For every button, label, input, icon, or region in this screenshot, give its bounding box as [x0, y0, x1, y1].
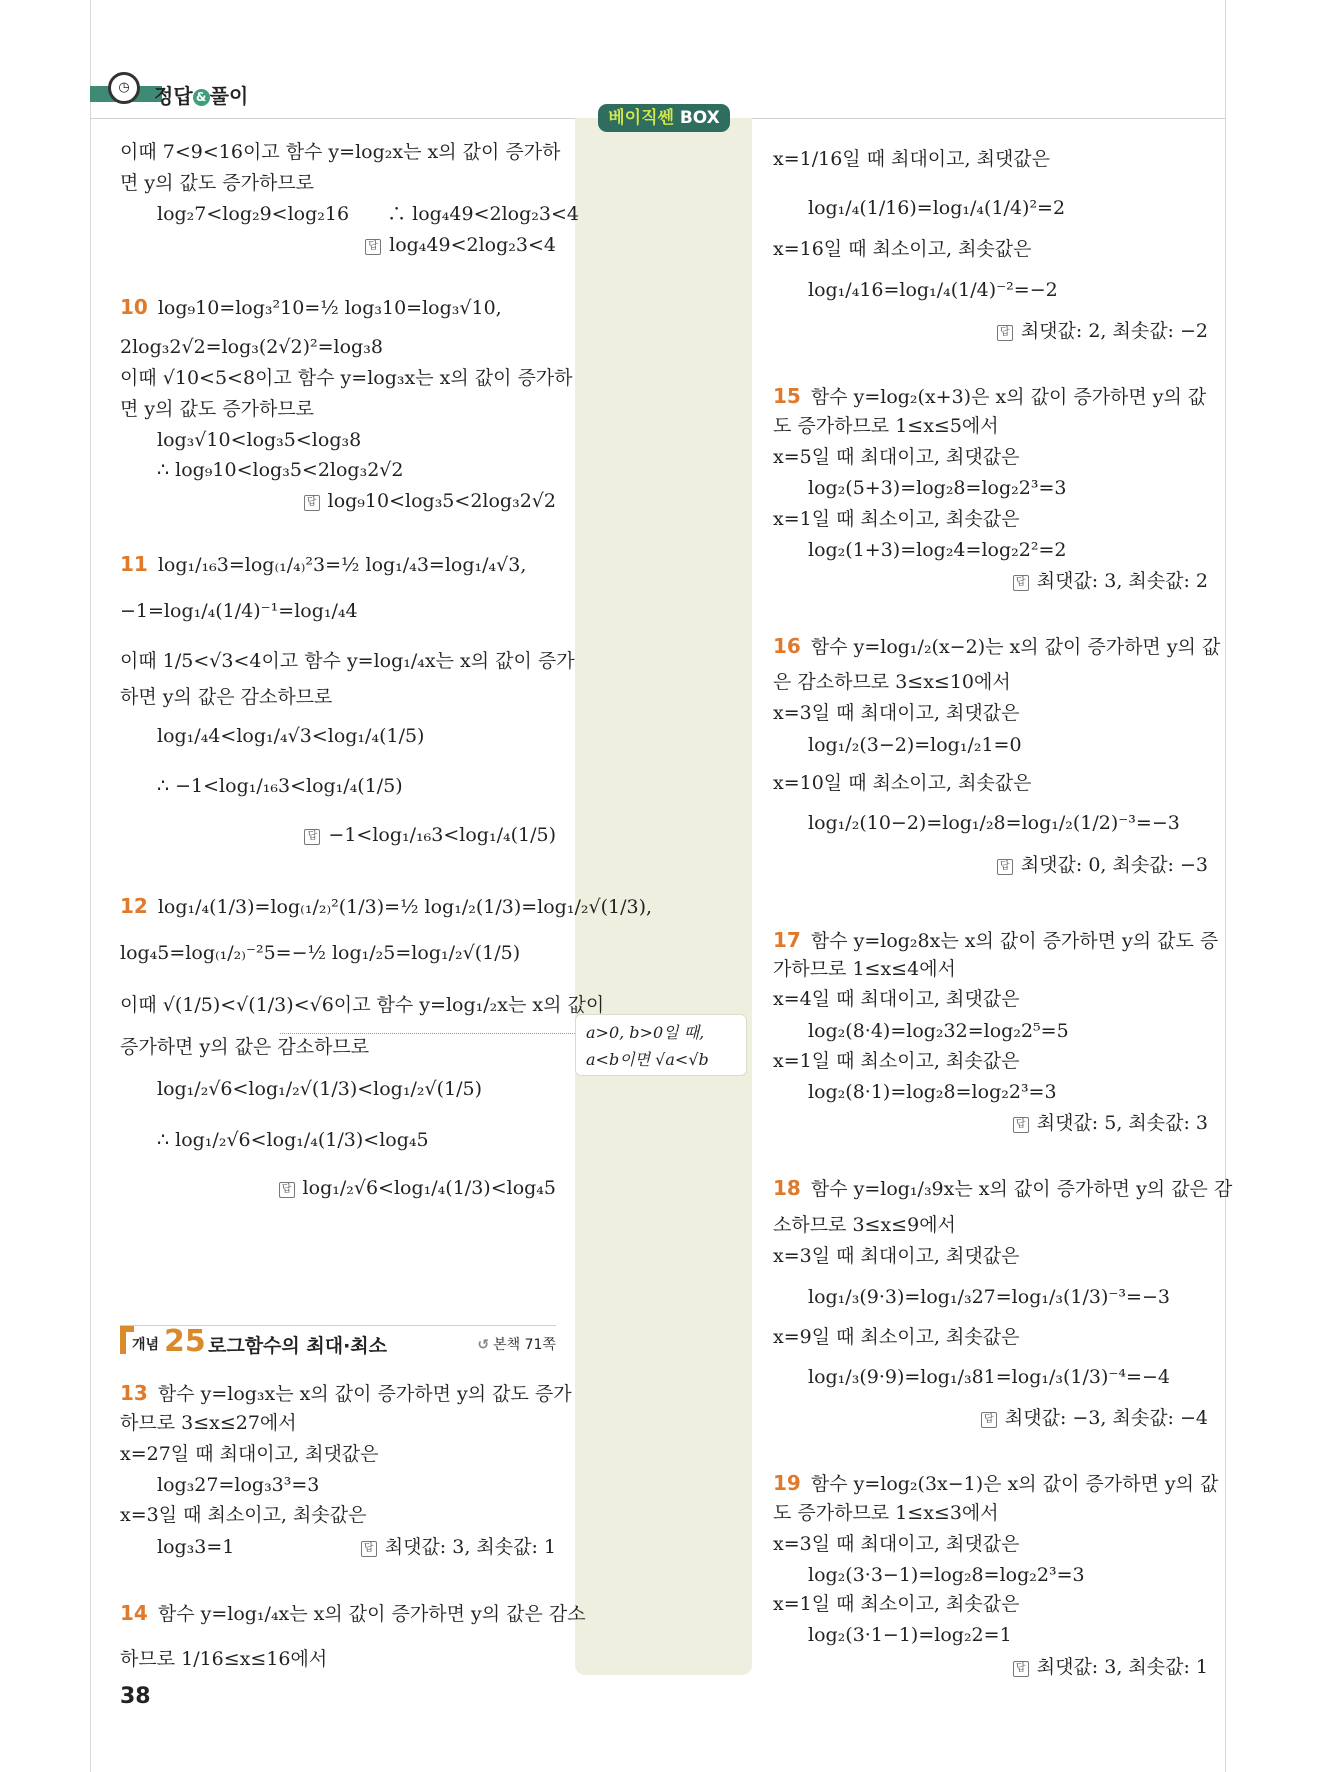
tip-line-1: a>0, b>0일 때,	[586, 1023, 705, 1042]
dotted-connector	[280, 1033, 575, 1034]
line-text: x=3일 때 최대이고, 최댓값은	[773, 1245, 1020, 1267]
solution-line	[773, 957, 956, 981]
reference-text: 본책 71쪽	[493, 1337, 556, 1353]
problem-line	[120, 552, 526, 577]
solution-line	[773, 1213, 956, 1237]
answer-icon: 답	[304, 495, 320, 511]
page-border-left	[90, 0, 91, 1772]
line-text: log₄5=log₍₁/₂₎⁻²5=−½ log₁/₂5=log₁/₂√(1/5)	[120, 942, 521, 964]
solution-line	[773, 1244, 1019, 1268]
solution-line	[120, 335, 383, 359]
header-title-b: 풀이	[209, 84, 249, 108]
problem-number: 18	[773, 1176, 801, 1200]
box-label-a: 베이직쎈	[608, 108, 674, 128]
problem-number: 14	[120, 1601, 148, 1625]
line-text: 면 y의 값도 증가하므로	[120, 398, 315, 420]
answer-line	[981, 1406, 1208, 1430]
line-text: log₁/₄(1/16)=log₁/₄(1/4)²=2	[808, 197, 1066, 219]
answer-icon: 답	[997, 859, 1013, 875]
line-text: 함수 y=log₃x는 x의 값이 증가하면 y의 값도 증가	[157, 1383, 572, 1405]
line-text: log₄49<2log₂3<4	[389, 234, 556, 256]
solution-line	[773, 670, 1011, 694]
line-text: 이때 √10<5<8이고 함수 y=log₃x는 x의 값이 증가하	[120, 367, 573, 389]
answer-line	[304, 823, 556, 847]
line-text: 하면 y의 값은 감소하므로	[120, 686, 333, 708]
line-text: log₂7<log₂9<log₂16 ∴ log₄49<2log₂3<4	[157, 203, 579, 225]
solution-line	[808, 1365, 1170, 1389]
line-text: 이때 1/5<√3<4이고 함수 y=log₁/₄x는 x의 값이 증가	[120, 650, 575, 672]
problem-number: 12	[120, 894, 148, 918]
solution-line	[808, 1019, 1069, 1043]
problem-line	[120, 894, 652, 919]
line-text: 이때 7<9<16이고 함수 y=log₂x는 x의 값이 증가하	[120, 141, 561, 163]
solution-line	[773, 507, 1019, 531]
line-text: 가하므로 1≤x≤4에서	[773, 958, 956, 980]
solution-line	[120, 993, 604, 1017]
section-number: 25	[164, 1324, 206, 1359]
problem-line	[773, 1471, 1218, 1496]
answer-line	[361, 1535, 556, 1559]
line-text: x=3일 때 최대이고, 최댓값은	[773, 702, 1020, 724]
problem-number: 16	[773, 634, 801, 658]
problem-number: 13	[120, 1381, 148, 1405]
solution-line	[773, 1532, 1019, 1556]
answer-icon: 답	[981, 1412, 997, 1428]
line-text: log₂(8·4)=log₂32=log₂2⁵=5	[808, 1020, 1069, 1042]
section-title: 로그함수의 최대·최소	[208, 1335, 388, 1357]
answer-line	[279, 1176, 556, 1200]
answer-icon: 답	[1013, 575, 1029, 591]
line-text: 함수 y=log₁/₄x는 x의 값이 증가하면 y의 값은 감소	[157, 1603, 586, 1625]
line-text: 최댓값: 3, 최솟값: 2	[1036, 570, 1208, 592]
solution-line	[808, 811, 1180, 835]
line-text: 2log₃2√2=log₃(2√2)²=log₃8	[120, 336, 383, 358]
line-text: x=9일 때 최소이고, 최솟값은	[773, 1326, 1020, 1348]
header-title-a: 정답	[154, 84, 193, 108]
box-label	[598, 104, 730, 132]
line-text: 최댓값: 5, 최솟값: 3	[1036, 1112, 1208, 1134]
page-number: 38	[120, 1684, 151, 1709]
problem-number: 17	[773, 928, 801, 952]
line-text: 도 증가하므로 1≤x≤3에서	[773, 1502, 999, 1524]
line-text: log₃27=log₃3³=3	[157, 1474, 320, 1496]
line-text: 최댓값: 3, 최솟값: 1	[384, 1536, 556, 1558]
line-text: log₃√10<log₃5<log₃8	[157, 429, 362, 451]
line-text: x=5일 때 최대이고, 최댓값은	[773, 446, 1020, 468]
line-text: log₁/₃(9·3)=log₁/₃27=log₁/₃(1/3)⁻³=−3	[808, 1286, 1170, 1308]
line-text: log₁/₂(10−2)=log₁/₂8=log₁/₂(1/2)⁻³=−3	[808, 812, 1180, 834]
line-text: log₁/₃(9·9)=log₁/₃81=log₁/₃(1/3)⁻⁴=−4	[808, 1366, 1170, 1388]
solution-line	[773, 1592, 1019, 1616]
solution-line	[120, 140, 560, 164]
problem-number: 19	[773, 1471, 801, 1495]
answer-icon: 답	[1013, 1661, 1029, 1677]
solution-line	[808, 1563, 1085, 1587]
answer-icon: 답	[365, 239, 381, 255]
line-text: x=1일 때 최소이고, 최솟값은	[773, 1593, 1020, 1615]
line-text: 함수 y=log₁/₂(x−2)는 x의 값이 증가하면 y의 값	[810, 636, 1221, 658]
solution-line	[157, 724, 424, 748]
solution-line	[157, 774, 403, 798]
answer-line	[1013, 569, 1208, 593]
solution-line	[120, 1035, 369, 1059]
line-text: 소하므로 3≤x≤9에서	[773, 1214, 956, 1236]
section-kind: 개념	[132, 1337, 160, 1353]
line-text: log₁/₄(1/3)=log₍₁/₂₎²(1/3)=½ log₁/₂(1/3)=log₁/₂√(1/3),	[157, 896, 653, 918]
line-text: 하므로 1/16≤x≤16에서	[120, 1648, 328, 1670]
answer-line	[1013, 1655, 1208, 1679]
solution-line	[773, 147, 1050, 171]
line-text: 증가하면 y의 값은 감소하므로	[120, 1036, 370, 1058]
tip-box	[575, 1014, 747, 1076]
reference-arrow-icon: ↺	[477, 1337, 490, 1353]
section-marker-top	[120, 1326, 134, 1332]
section-header	[120, 1324, 556, 1359]
line-text: log₁/₂√6<log₁/₄(1/3)<log₄5	[302, 1177, 556, 1199]
line-text: x=4일 때 최대이고, 최댓값은	[773, 988, 1020, 1010]
solution-line	[773, 445, 1019, 469]
solution-line	[773, 771, 1032, 795]
solution-line	[120, 397, 314, 421]
line-text: ∴ −1<log₁/₁₆3<log₁/₄(1/5)	[157, 775, 403, 797]
solution-line	[120, 1442, 379, 1466]
solution-line	[808, 476, 1066, 500]
line-text: 최댓값: 3, 최솟값: 1	[1036, 1656, 1208, 1678]
solution-line	[773, 1501, 999, 1525]
solution-line	[157, 1077, 482, 1101]
line-text: log₁/₄4<log₁/₄√3<log₁/₄(1/5)	[157, 725, 425, 747]
line-text: 면 y의 값도 증가하므로	[120, 172, 315, 194]
solution-line	[120, 171, 314, 195]
line-text: −1<log₁/₁₆3<log₁/₄(1/5)	[328, 824, 556, 846]
line-text: x=16일 때 최소이고, 최솟값은	[773, 238, 1032, 260]
solution-line	[773, 1049, 1019, 1073]
problem-line	[120, 295, 502, 320]
solution-line	[157, 458, 404, 482]
problem-line	[773, 384, 1206, 409]
problem-number: 15	[773, 384, 801, 408]
line-text: log₉10=log₃²10=½ log₃10=log₃√10,	[157, 297, 502, 319]
solution-line	[808, 538, 1066, 562]
solution-line	[773, 1325, 1019, 1349]
line-text: log₉10<log₃5<2log₃2√2	[327, 490, 556, 512]
line-text: x=3일 때 최소이고, 최솟값은	[120, 1504, 367, 1526]
line-text: log₁/₁₆3=log₍₁/₄₎²3=½ log₁/₄3=log₁/₄√3,	[157, 554, 527, 576]
line-text: 함수 y=log₂8x는 x의 값이 증가하면 y의 값도 증	[810, 930, 1219, 952]
solution-line	[120, 649, 575, 673]
line-text: log₁/₄16=log₁/₄(1/4)⁻²=−2	[808, 279, 1058, 301]
line-text: log₃3=1	[157, 1536, 235, 1558]
line-text: 함수 y=log₂(x+3)은 x의 값이 증가하면 y의 값	[810, 386, 1207, 408]
solution-line	[808, 1080, 1057, 1104]
line-text: x=10일 때 최소이고, 최솟값은	[773, 772, 1032, 794]
answer-icon: 답	[279, 1182, 295, 1198]
solution-line	[120, 1647, 327, 1671]
solution-line	[120, 685, 332, 709]
solution-line	[808, 733, 1022, 757]
answer-line	[997, 853, 1208, 877]
solution-line	[808, 1623, 1012, 1647]
solution-line	[120, 1411, 297, 1435]
line-text: log₁/₂√6<log₁/₂√(1/3)<log₁/₂√(1/5)	[157, 1078, 482, 1100]
solution-line	[773, 987, 1019, 1011]
line-text: 은 감소하므로 3≤x≤10에서	[773, 671, 1011, 693]
line-text: x=1일 때 최소이고, 최솟값은	[773, 508, 1020, 530]
problem-number: 10	[120, 295, 148, 319]
line-text: x=27일 때 최대이고, 최댓값은	[120, 1443, 379, 1465]
problem-line	[773, 928, 1218, 953]
solution-line	[773, 237, 1032, 261]
solution-line	[773, 701, 1019, 725]
line-text: 함수 y=log₂(3x−1)은 x의 값이 증가하면 y의 값	[810, 1473, 1219, 1495]
line-text: log₂(8·1)=log₂8=log₂2³=3	[808, 1081, 1057, 1103]
solution-line	[157, 1473, 319, 1497]
answer-icon: 답	[1013, 1117, 1029, 1133]
line-text: x=1/16일 때 최대이고, 최댓값은	[773, 148, 1051, 170]
header-title	[154, 80, 248, 109]
answer-line	[304, 489, 556, 513]
line-text: log₂(5+3)=log₂8=log₂2³=3	[808, 477, 1067, 499]
page-border-right	[1225, 0, 1226, 1772]
answer-line	[1013, 1111, 1208, 1135]
solution-line	[808, 1285, 1170, 1309]
line-text: log₂(3·1−1)=log₂2=1	[808, 1624, 1012, 1646]
answer-line	[365, 233, 556, 257]
solution-line	[157, 1128, 429, 1152]
line-text: 최댓값: 2, 최솟값: −2	[1020, 320, 1208, 342]
problem-line	[773, 634, 1220, 659]
solution-line	[157, 202, 579, 226]
line-text: 최댓값: 0, 최솟값: −3	[1020, 854, 1208, 876]
line-text: x=3일 때 최대이고, 최댓값은	[773, 1533, 1020, 1555]
line-text: log₁/₂(3−2)=log₁/₂1=0	[808, 734, 1022, 756]
solution-line	[120, 366, 573, 390]
line-text: log₂(1+3)=log₂4=log₂2²=2	[808, 539, 1067, 561]
answer-icon: 답	[361, 1541, 377, 1557]
line-text: −1=log₁/₄(1/4)⁻¹=log₁/₄4	[120, 600, 358, 622]
box-label-b: BOX	[679, 108, 720, 128]
line-text: 함수 y=log₁/₃9x는 x의 값이 증가하면 y의 값은 감	[810, 1178, 1233, 1200]
line-text: log₂(3·3−1)=log₂8=log₂2³=3	[808, 1564, 1085, 1586]
answer-icon: 답	[997, 325, 1013, 341]
solution-line	[157, 1535, 234, 1559]
problem-line	[120, 1601, 586, 1626]
section-reference	[477, 1334, 556, 1354]
solution-line	[808, 196, 1065, 220]
line-text: ∴ log₁/₂√6<log₁/₄(1/3)<log₄5	[157, 1129, 429, 1151]
line-text: 하므로 3≤x≤27에서	[120, 1412, 297, 1434]
solution-line	[157, 428, 361, 452]
line-text: 최댓값: −3, 최솟값: −4	[1004, 1407, 1208, 1429]
solution-line	[120, 599, 358, 623]
ampersand-badge: &	[193, 89, 210, 106]
answer-icon: 답	[304, 829, 320, 845]
clock-icon: ◷	[108, 72, 140, 104]
line-text: 이때 √(1/5)<√(1/3)<√6이고 함수 y=log₁/₂x는 x의 값이	[120, 994, 605, 1016]
tip-line-2: a<b이면 √a<√b	[586, 1050, 709, 1069]
line-text: x=1일 때 최소이고, 최솟값은	[773, 1050, 1020, 1072]
solution-line	[120, 1503, 366, 1527]
line-text: ∴ log₉10<log₃5<2log₃2√2	[157, 459, 404, 481]
problem-line	[120, 1381, 572, 1406]
line-text: 도 증가하므로 1≤x≤5에서	[773, 415, 999, 437]
solution-line	[808, 278, 1058, 302]
problem-line	[773, 1176, 1232, 1201]
solution-line	[773, 414, 999, 438]
problem-number: 11	[120, 552, 148, 576]
solution-line	[120, 941, 520, 965]
answer-line	[997, 319, 1208, 343]
